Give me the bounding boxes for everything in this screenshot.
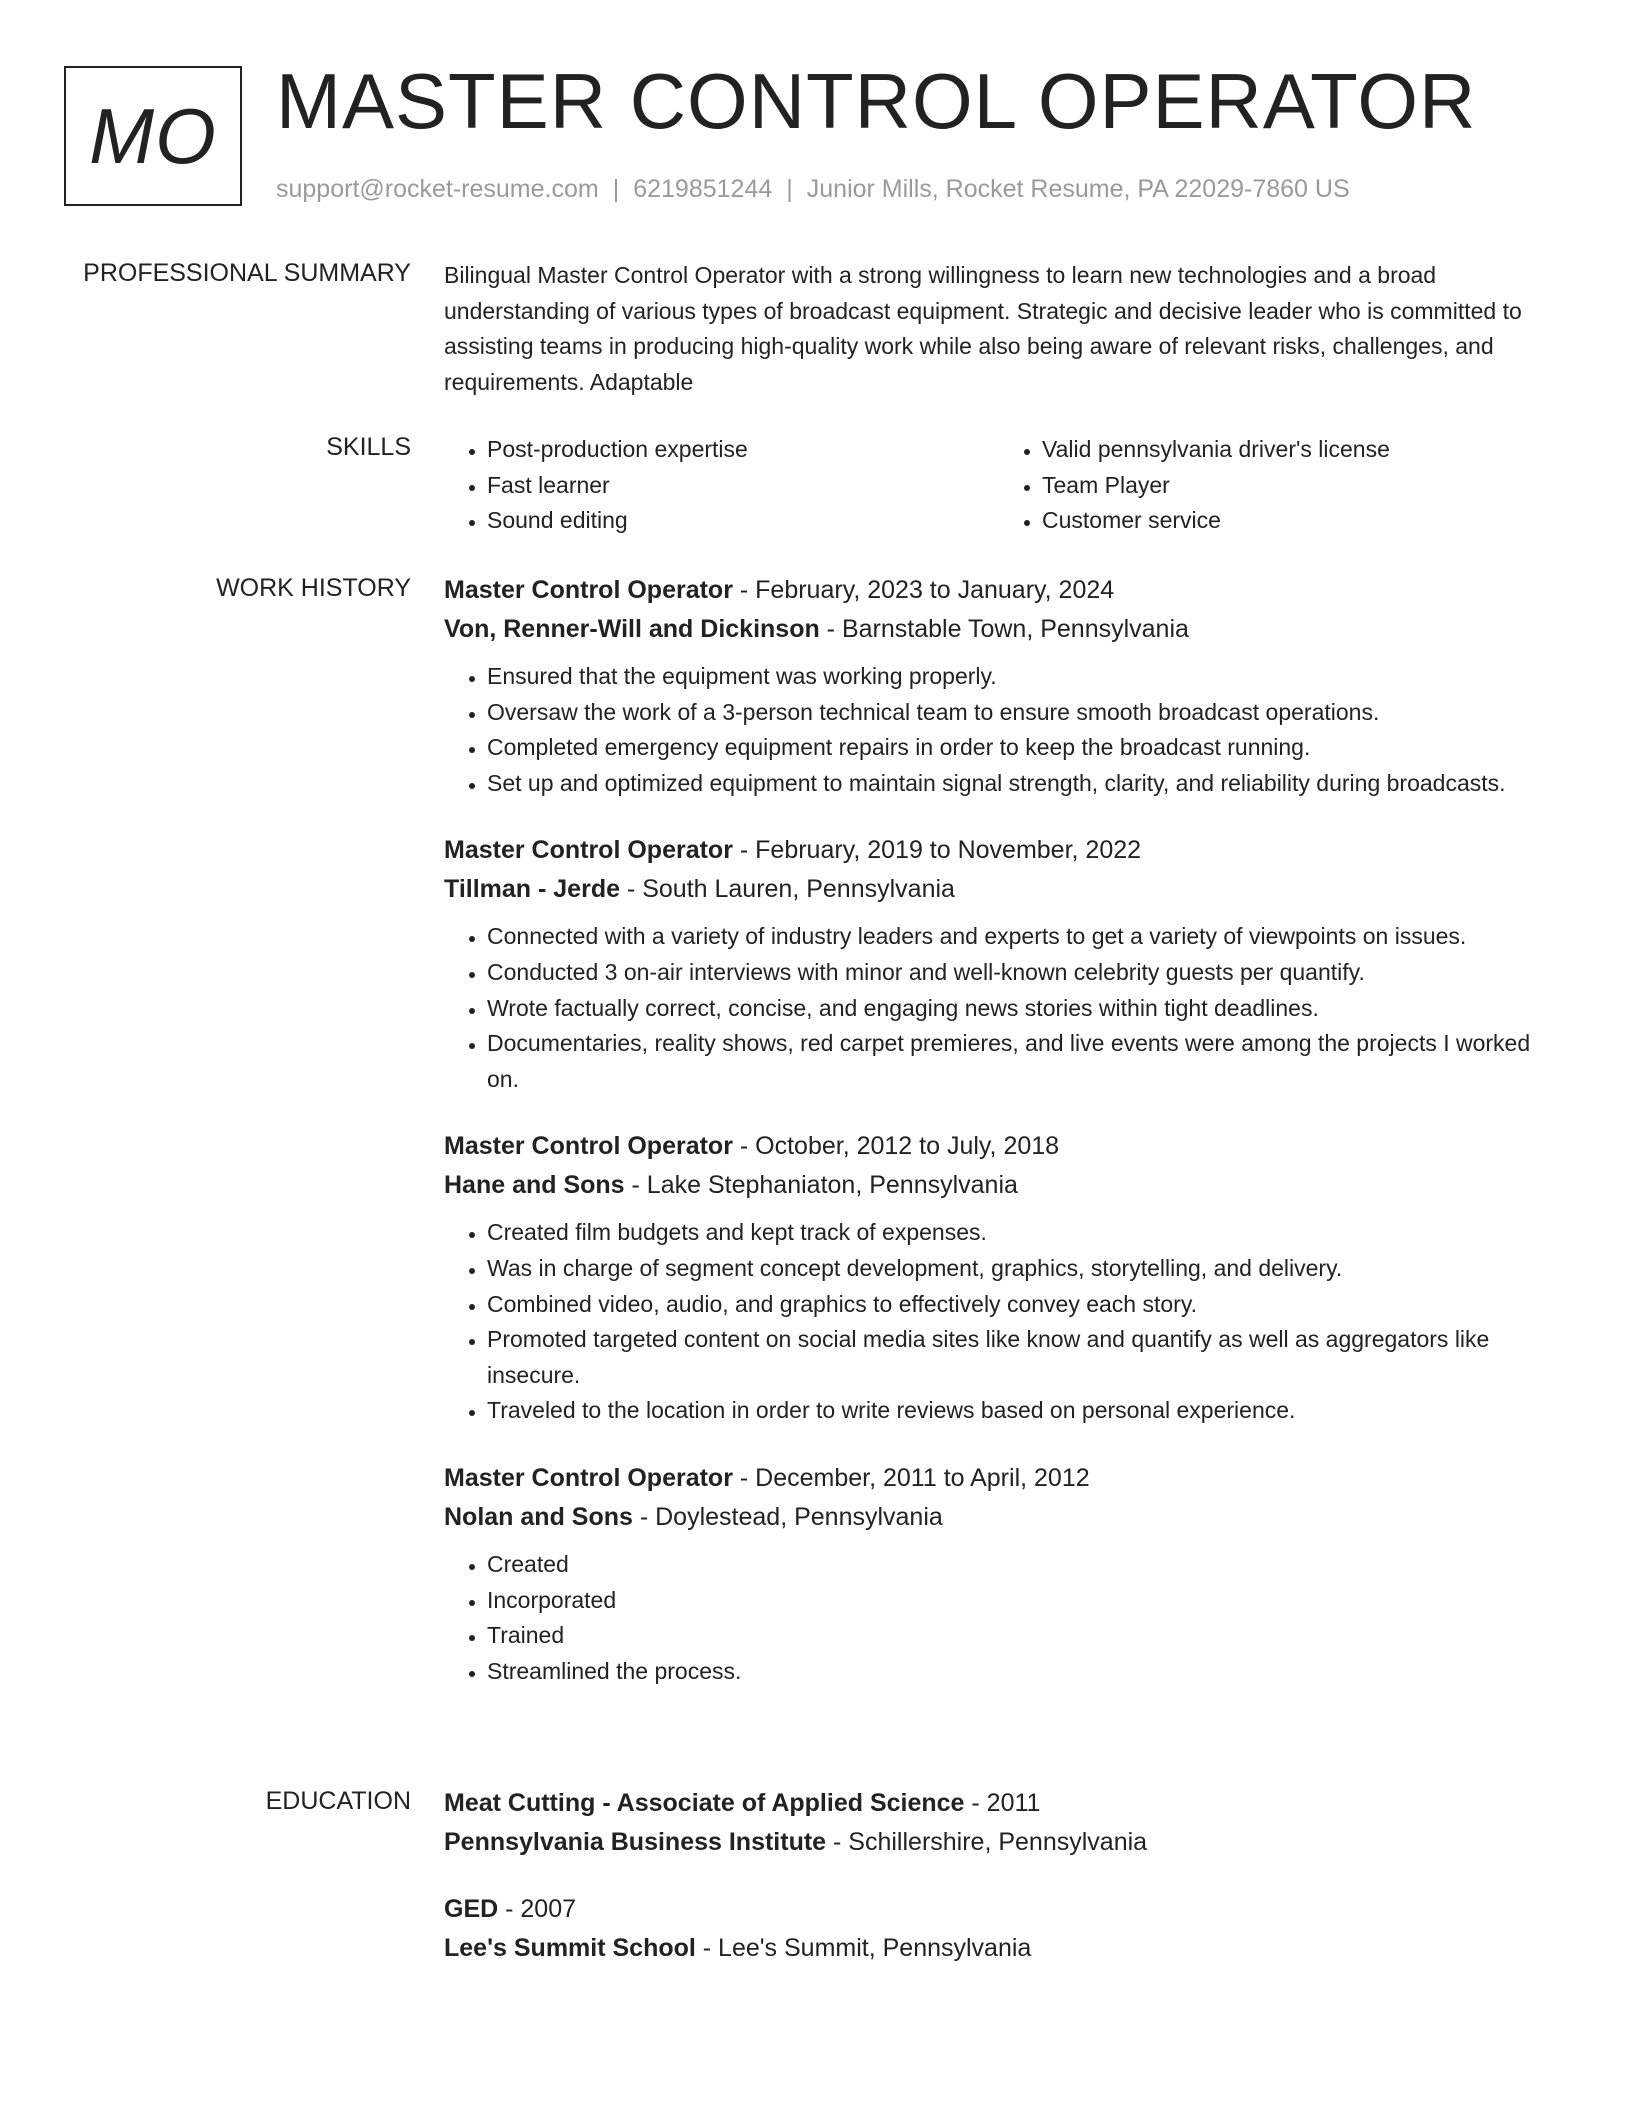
- degree-name: Meat Cutting - Associate of Applied Science: [444, 1789, 965, 1817]
- job-bullet: • Wrote factually correct, concise, and engaging news stories within tight deadlines.: [487, 991, 1554, 1027]
- skills-list: [444, 432, 1554, 539]
- job-entry: [444, 1127, 1554, 1429]
- job-title-line: [444, 1127, 1554, 1166]
- monogram-box: [64, 66, 242, 206]
- work-history-body: [444, 571, 1554, 1719]
- job-title: Master Control Operator: [444, 1132, 733, 1161]
- job-bullet: • Was in charge of segment concept development, graphics, storytelling, and delivery.: [487, 1251, 1554, 1287]
- summary-heading: PROFESSIONAL SUMMARY: [83, 259, 411, 287]
- degree-line: [444, 1784, 1554, 1823]
- job-company: Tillman - Jerde: [444, 875, 620, 904]
- job-bullets: [444, 659, 1554, 801]
- job-location: - Lake Stephaniaton, Pennsylvania: [624, 1171, 1018, 1200]
- job-title: Master Control Operator: [444, 576, 733, 604]
- job-bullet: • Trained: [487, 1618, 1554, 1654]
- skills-column-left: [444, 432, 999, 539]
- school-name: Pennsylvania Business Institute: [444, 1828, 827, 1856]
- job-bullet: • Documentaries, reality shows, red carpet premieres, and live events were among the projects I worked on.: [487, 1026, 1554, 1097]
- contact-address: Junior Mills, Rocket Resume, PA 22029-7860 US: [806, 175, 1350, 203]
- resume-name: MASTER CONTROL OPERATOR: [276, 57, 1477, 145]
- job-dates: - February, 2023 to January, 2024: [732, 576, 1115, 604]
- job-title: Master Control Operator: [444, 836, 733, 865]
- job-bullet: • Traveled to the location in order to write reviews based on personal experience.: [487, 1393, 1554, 1429]
- contact-line: [276, 174, 1350, 204]
- job-company: Nolan and Sons: [444, 1502, 633, 1531]
- job-location: - Doylestead, Pennsylvania: [632, 1502, 943, 1531]
- job-company-line: [444, 870, 1554, 909]
- skill-item: • Customer service: [1042, 503, 1554, 539]
- job-bullet: • Incorporated: [487, 1583, 1554, 1619]
- job-bullet: • Combined video, audio, and graphics to effectively convey each story.: [487, 1287, 1554, 1323]
- job-bullet: • Set up and optimized equipment to maintain signal strength, clarity, and reliability during broadcasts.: [487, 766, 1554, 802]
- job-bullet: • Promoted targeted content on social media sites like know and quantify as well as aggregators like insecure.: [487, 1322, 1554, 1393]
- job-bullet: • Streamlined the process.: [487, 1654, 1554, 1690]
- job-company: Hane and Sons: [444, 1171, 625, 1200]
- degree-year: - 2007: [498, 1895, 577, 1923]
- education-body: [444, 1784, 1554, 1996]
- summary-text: Bilingual Master Control Operator with a strong willingness to learn new technologies and a broad understanding of various types of broadcast equipment. Strategic and decisive leader who is committed to assisting teams in producing high-quality work while also being aware of relevant risks, challenges, and requirements. Adaptable: [444, 262, 1522, 395]
- job-entry: [444, 571, 1554, 801]
- education-heading: EDUCATION: [265, 1787, 411, 1815]
- job-bullets: [444, 919, 1554, 1097]
- skills-heading: SKILLS: [326, 433, 411, 461]
- job-title-line: [444, 831, 1554, 870]
- job-dates: - February, 2019 to November, 2022: [732, 836, 1142, 865]
- education-entry: [444, 1890, 1554, 1968]
- job-entry: [444, 831, 1554, 1097]
- contact-separator: |: [612, 175, 620, 203]
- contact-email: support@rocket-resume.com: [276, 175, 599, 203]
- skill-item: • Team Player: [1042, 468, 1554, 504]
- job-dates: - October, 2012 to July, 2018: [732, 1132, 1060, 1161]
- job-bullets: [444, 1547, 1554, 1689]
- job-title: Master Control Operator: [444, 1463, 733, 1492]
- job-bullet: • Conducted 3 on-air interviews with minor and well-known celebrity guests per quantify.: [487, 955, 1554, 991]
- job-company-line: [444, 610, 1554, 649]
- school-name: Lee's Summit School: [444, 1934, 696, 1962]
- degree-line: [444, 1890, 1554, 1929]
- school-line: [444, 1929, 1554, 1968]
- job-bullets: [444, 1215, 1554, 1429]
- job-location: - South Lauren, Pennsylvania: [620, 875, 955, 904]
- school-location: - Lee's Summit, Pennsylvania: [695, 1934, 1032, 1962]
- work-history-heading: WORK HISTORY: [216, 574, 411, 602]
- contact-phone: 6219851244: [633, 175, 773, 203]
- job-entry: [444, 1459, 1554, 1689]
- school-line: [444, 1823, 1554, 1862]
- degree-name: GED: [444, 1895, 499, 1923]
- monogram-initials: MO: [89, 92, 217, 180]
- skill-item: • Valid pennsylvania driver's license: [1042, 432, 1554, 468]
- summary-body: [444, 258, 1554, 400]
- school-location: - Schillershire, Pennsylvania: [826, 1828, 1148, 1856]
- job-bullet: • Completed emergency equipment repairs in order to keep the broadcast running.: [487, 730, 1554, 766]
- skills-column-right: [999, 432, 1554, 539]
- job-bullet: • Connected with a variety of industry leaders and experts to get a variety of viewpoints on issues.: [487, 919, 1554, 955]
- degree-year: - 2011: [964, 1789, 1041, 1817]
- job-bullet: • Created film budgets and kept track of expenses.: [487, 1215, 1554, 1251]
- skill-item: • Sound editing: [487, 503, 999, 539]
- job-bullet: • Created: [487, 1547, 1554, 1583]
- job-bullet: • Ensured that the equipment was working properly.: [487, 659, 1554, 695]
- job-company: Von, Renner-Will and Dickinson: [444, 615, 820, 643]
- job-title-line: [444, 571, 1554, 610]
- job-title-line: [444, 1459, 1554, 1498]
- job-company-line: [444, 1166, 1554, 1205]
- job-location: - Barnstable Town, Pennsylvania: [819, 615, 1189, 643]
- contact-separator: |: [786, 175, 793, 203]
- job-bullet: • Oversaw the work of a 3-person technical team to ensure smooth broadcast operations.: [487, 695, 1554, 731]
- job-dates: - December, 2011 to April, 2012: [732, 1463, 1090, 1492]
- skill-item: • Post-production expertise: [487, 432, 999, 468]
- job-company-line: [444, 1498, 1554, 1537]
- education-entry: [444, 1784, 1554, 1862]
- skill-item: • Fast learner: [487, 468, 999, 504]
